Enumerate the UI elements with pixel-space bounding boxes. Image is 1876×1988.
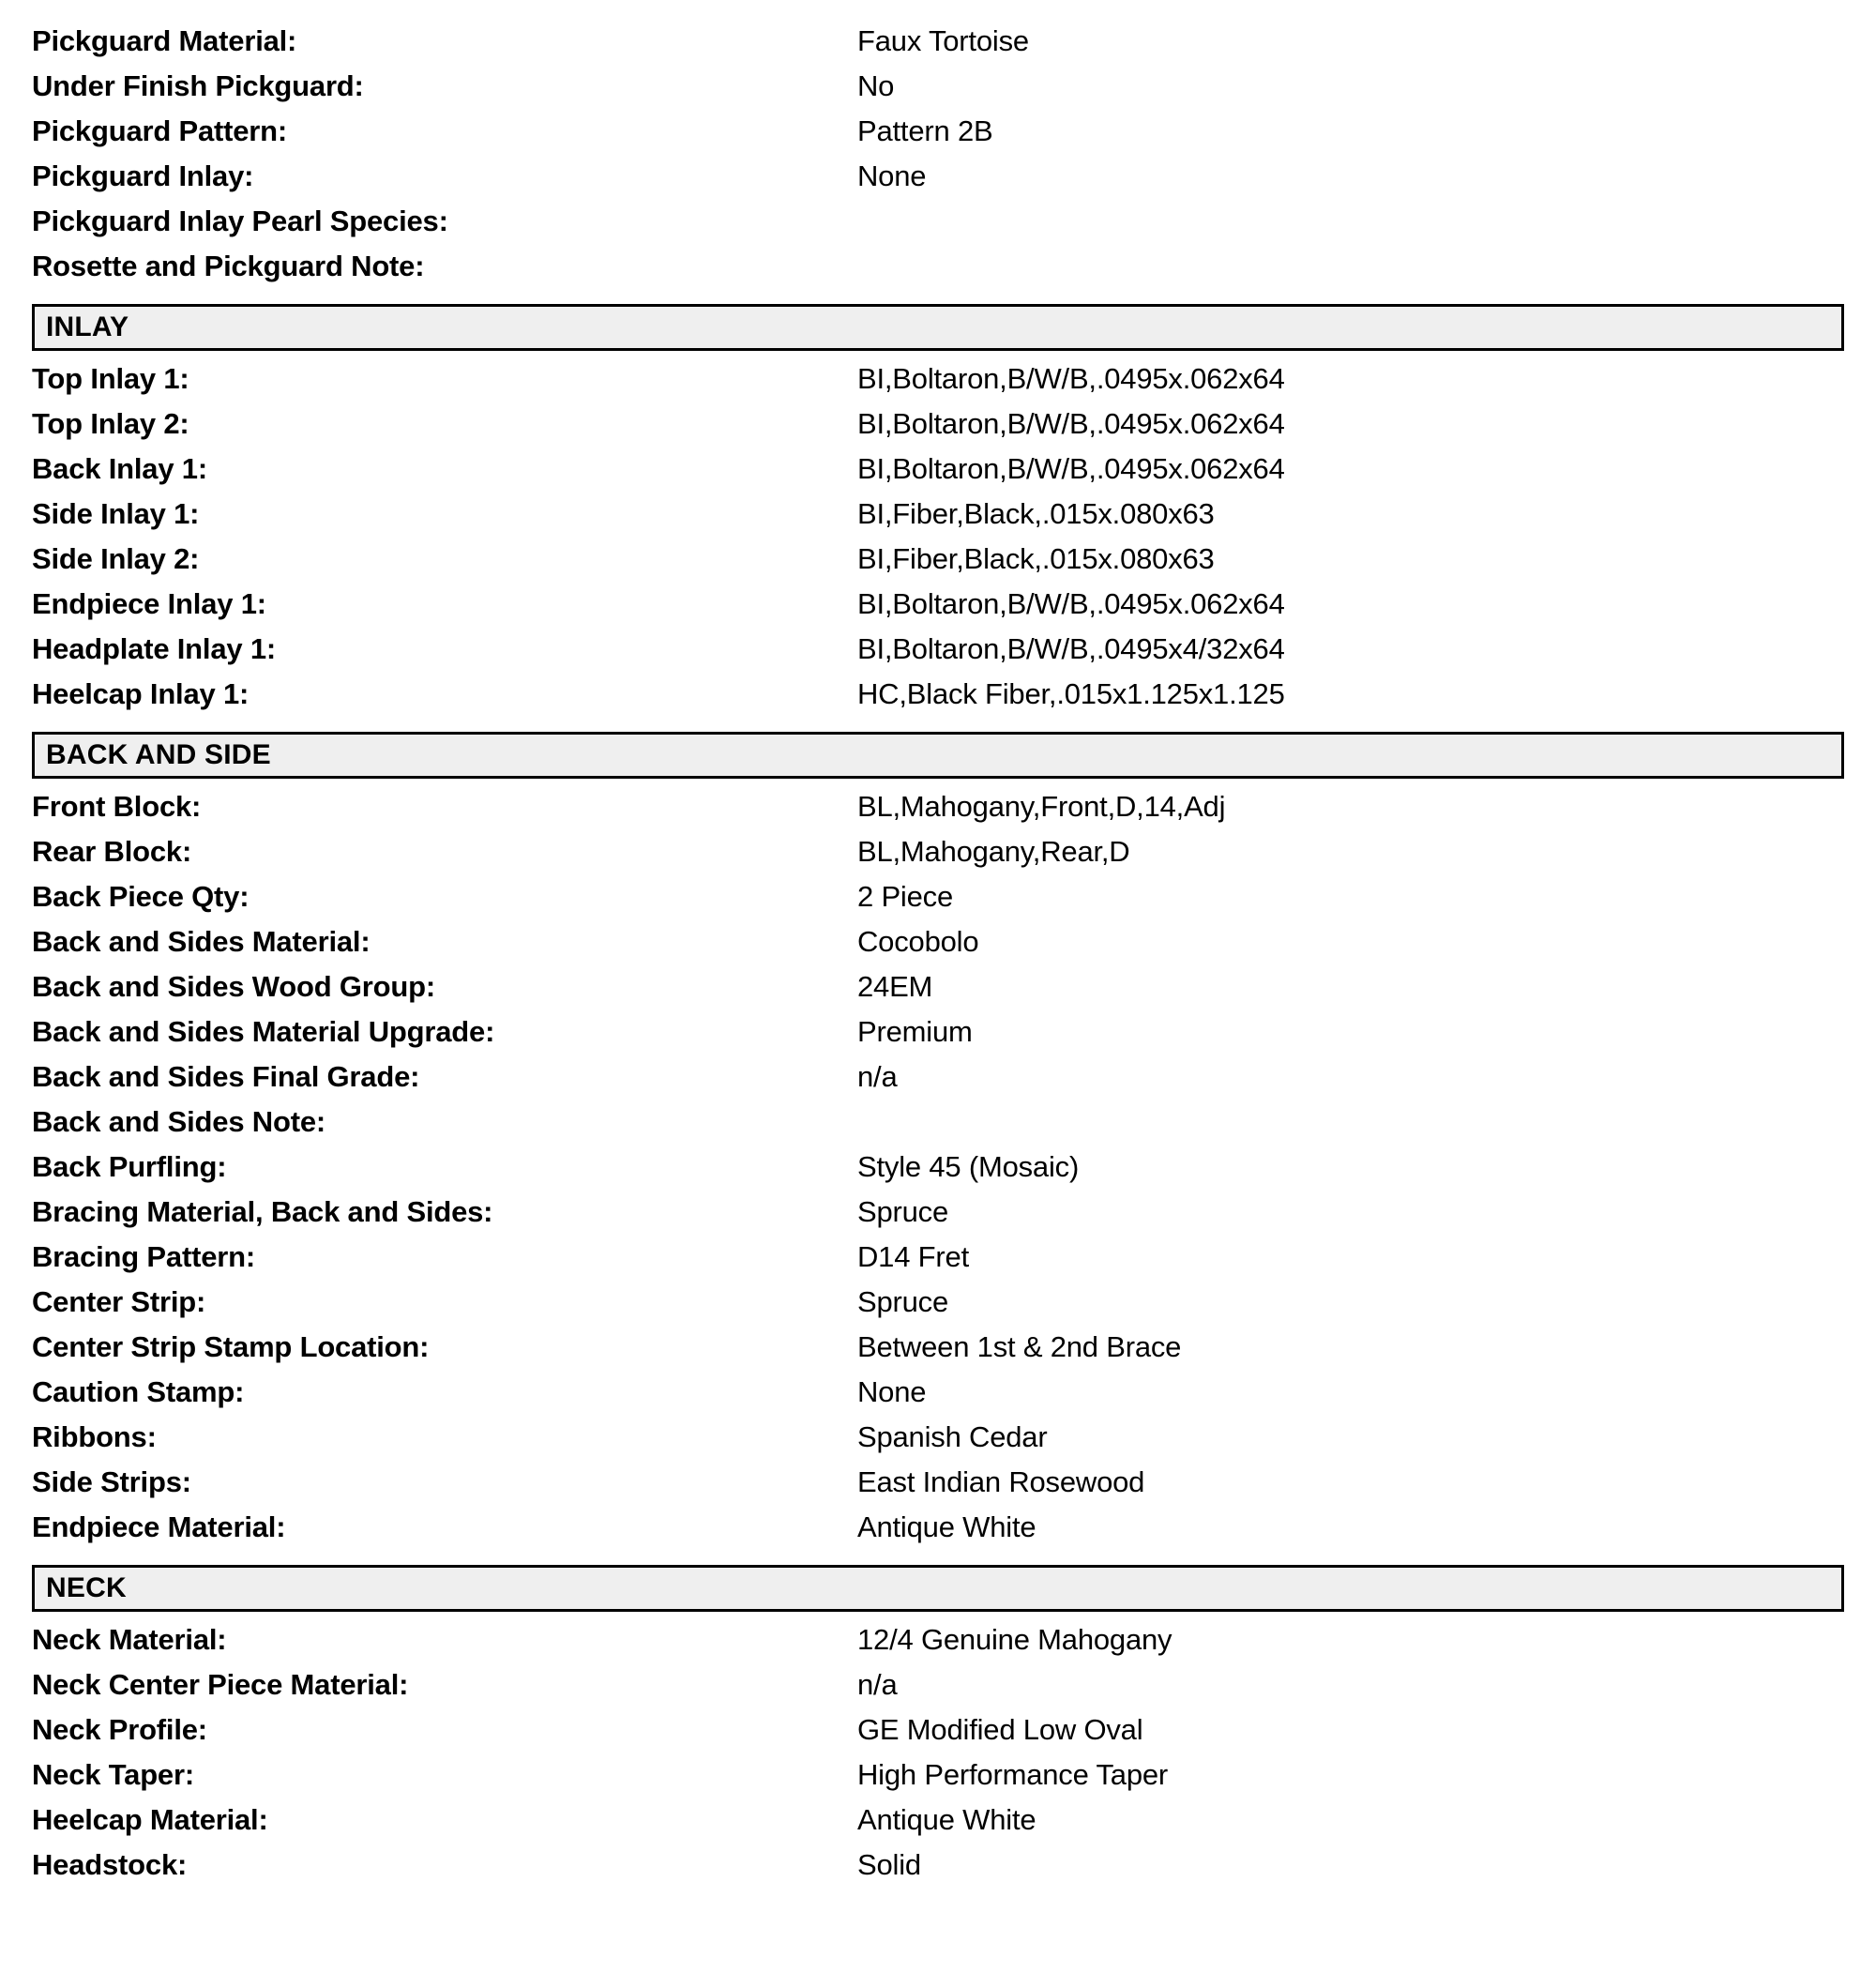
spec-rows (32, 790, 1844, 1555)
spec-value: High Performance Taper (857, 1758, 1169, 1791)
spec-label: Top Inlay 1: (32, 362, 189, 395)
spec-label: Endpiece Inlay 1: (32, 587, 266, 620)
spec-row (32, 159, 1844, 205)
spec-row (32, 542, 1844, 587)
spec-label: Headplate Inlay 1: (32, 632, 276, 665)
spec-rows (32, 362, 1844, 722)
spec-row (32, 790, 1844, 835)
spec-label: Back Purfling: (32, 1150, 227, 1183)
spec-row (32, 970, 1844, 1015)
spec-label: Heelcap Material: (32, 1803, 268, 1836)
spec-label: Side Inlay 1: (32, 497, 200, 530)
spec-row (32, 24, 1844, 69)
spec-row (32, 69, 1844, 114)
spec-row (32, 1713, 1844, 1758)
spec-value: HC,Black Fiber,.015x1.125x1.125 (857, 677, 1285, 710)
spec-sections (32, 24, 1844, 1893)
spec-row (32, 1623, 1844, 1668)
spec-label: Neck Taper: (32, 1758, 194, 1791)
spec-label: Side Strips: (32, 1465, 191, 1498)
spec-value: BI,Boltaron,B/W/B,.0495x4/32x64 (857, 632, 1285, 665)
spec-row (32, 925, 1844, 970)
section-header-neck: NECK (32, 1565, 1844, 1612)
spec-label: Heelcap Inlay 1: (32, 677, 250, 710)
spec-value: Spanish Cedar (857, 1420, 1048, 1453)
spec-value: Antique White (857, 1803, 1036, 1836)
spec-label: Caution Stamp: (32, 1375, 245, 1408)
spec-label: Center Strip: (32, 1285, 206, 1318)
spec-value: n/a (857, 1668, 898, 1701)
spec-row (32, 1195, 1844, 1240)
spec-label: Back and Sides Final Grade: (32, 1060, 420, 1093)
spec-label: Back and Sides Wood Group: (32, 970, 435, 1003)
spec-row (32, 1060, 1844, 1105)
spec-value: BI,Fiber,Black,.015x.080x63 (857, 542, 1215, 575)
spec-label: Neck Material: (32, 1623, 227, 1656)
spec-row (32, 362, 1844, 407)
spec-label: Back and Sides Material: (32, 925, 371, 958)
spec-value: BI,Boltaron,B/W/B,.0495x.062x64 (857, 587, 1285, 620)
spec-value: 2 Piece (857, 880, 953, 913)
spec-label: Neck Center Piece Material: (32, 1668, 409, 1701)
spec-value: Between 1st & 2nd Brace (857, 1330, 1182, 1363)
spec-row (32, 880, 1844, 925)
spec-row (32, 1240, 1844, 1285)
spec-value: Antique White (857, 1510, 1036, 1543)
spec-row (32, 677, 1844, 722)
spec-row (32, 452, 1844, 497)
spec-value: Solid (857, 1848, 921, 1881)
spec-row (32, 1420, 1844, 1465)
spec-value: No (857, 69, 895, 102)
spec-value: BL,Mahogany,Rear,D (857, 835, 1130, 868)
spec-label: Pickguard Inlay Pearl Species: (32, 205, 448, 237)
spec-value: BI,Fiber,Black,.015x.080x63 (857, 497, 1215, 530)
spec-label: Pickguard Pattern: (32, 114, 288, 147)
spec-row (32, 1668, 1844, 1713)
spec-label: Bracing Pattern: (32, 1240, 255, 1273)
spec-value: 24EM (857, 970, 933, 1003)
spec-value: Faux Tortoise (857, 24, 1029, 57)
spec-label: Back Inlay 1: (32, 452, 207, 485)
spec-value: None (857, 159, 927, 192)
spec-label: Endpiece Material: (32, 1510, 286, 1543)
spec-label: Back and Sides Note: (32, 1105, 325, 1138)
spec-label: Side Inlay 2: (32, 542, 200, 575)
spec-row (32, 1105, 1844, 1150)
spec-label: Front Block: (32, 790, 202, 823)
spec-row (32, 250, 1844, 295)
spec-row (32, 1803, 1844, 1848)
spec-value: D14 Fret (857, 1240, 969, 1273)
spec-value: Premium (857, 1015, 973, 1048)
spec-row (32, 407, 1844, 452)
spec-row (32, 1015, 1844, 1060)
spec-section-inlay (32, 304, 1844, 722)
spec-row (32, 632, 1844, 677)
spec-value: East Indian Rosewood (857, 1465, 1145, 1498)
spec-row (32, 587, 1844, 632)
spec-row (32, 114, 1844, 159)
spec-value: n/a (857, 1060, 898, 1093)
section-header-back-and-side: BACK AND SIDE (32, 732, 1844, 779)
spec-value: BI,Boltaron,B/W/B,.0495x.062x64 (857, 407, 1285, 440)
spec-value: None (857, 1375, 927, 1408)
spec-rows (32, 24, 1844, 295)
spec-row (32, 1465, 1844, 1510)
spec-label: Pickguard Inlay: (32, 159, 254, 192)
spec-label: Rosette and Pickguard Note: (32, 250, 425, 282)
spec-row (32, 1150, 1844, 1195)
spec-row (32, 835, 1844, 880)
spec-value: Cocobolo (857, 925, 979, 958)
spec-label: Neck Profile: (32, 1713, 207, 1746)
spec-rows (32, 1623, 1844, 1893)
spec-label: Center Strip Stamp Location: (32, 1330, 430, 1363)
spec-label: Headstock: (32, 1848, 188, 1881)
spec-label: Top Inlay 2: (32, 407, 189, 440)
spec-label: Pickguard Material: (32, 24, 297, 57)
spec-section-neck (32, 1565, 1844, 1893)
spec-row (32, 1758, 1844, 1803)
spec-label: Under Finish Pickguard: (32, 69, 364, 102)
spec-value: Spruce (857, 1285, 949, 1318)
spec-value: BL,Mahogany,Front,D,14,Adj (857, 790, 1226, 823)
spec-value: Spruce (857, 1195, 949, 1228)
spec-value: GE Modified Low Oval (857, 1713, 1143, 1746)
spec-value: Style 45 (Mosaic) (857, 1150, 1080, 1183)
spec-row (32, 497, 1844, 542)
section-header-inlay: INLAY (32, 304, 1844, 351)
spec-label: Ribbons: (32, 1420, 157, 1453)
spec-section-pickguard-group (32, 24, 1844, 295)
spec-row (32, 205, 1844, 250)
spec-row (32, 1330, 1844, 1375)
spec-label: Back Piece Qty: (32, 880, 250, 913)
spec-value: Pattern 2B (857, 114, 993, 147)
spec-value: BI,Boltaron,B/W/B,.0495x.062x64 (857, 362, 1285, 395)
spec-label: Bracing Material, Back and Sides: (32, 1195, 493, 1228)
spec-row (32, 1510, 1844, 1555)
spec-section-back-and-side (32, 732, 1844, 1555)
spec-row (32, 1285, 1844, 1330)
spec-label: Rear Block: (32, 835, 192, 868)
spec-value: 12/4 Genuine Mahogany (857, 1623, 1172, 1656)
spec-label: Back and Sides Material Upgrade: (32, 1015, 495, 1048)
spec-row (32, 1848, 1844, 1893)
spec-row (32, 1375, 1844, 1420)
spec-value: BI,Boltaron,B/W/B,.0495x.062x64 (857, 452, 1285, 485)
